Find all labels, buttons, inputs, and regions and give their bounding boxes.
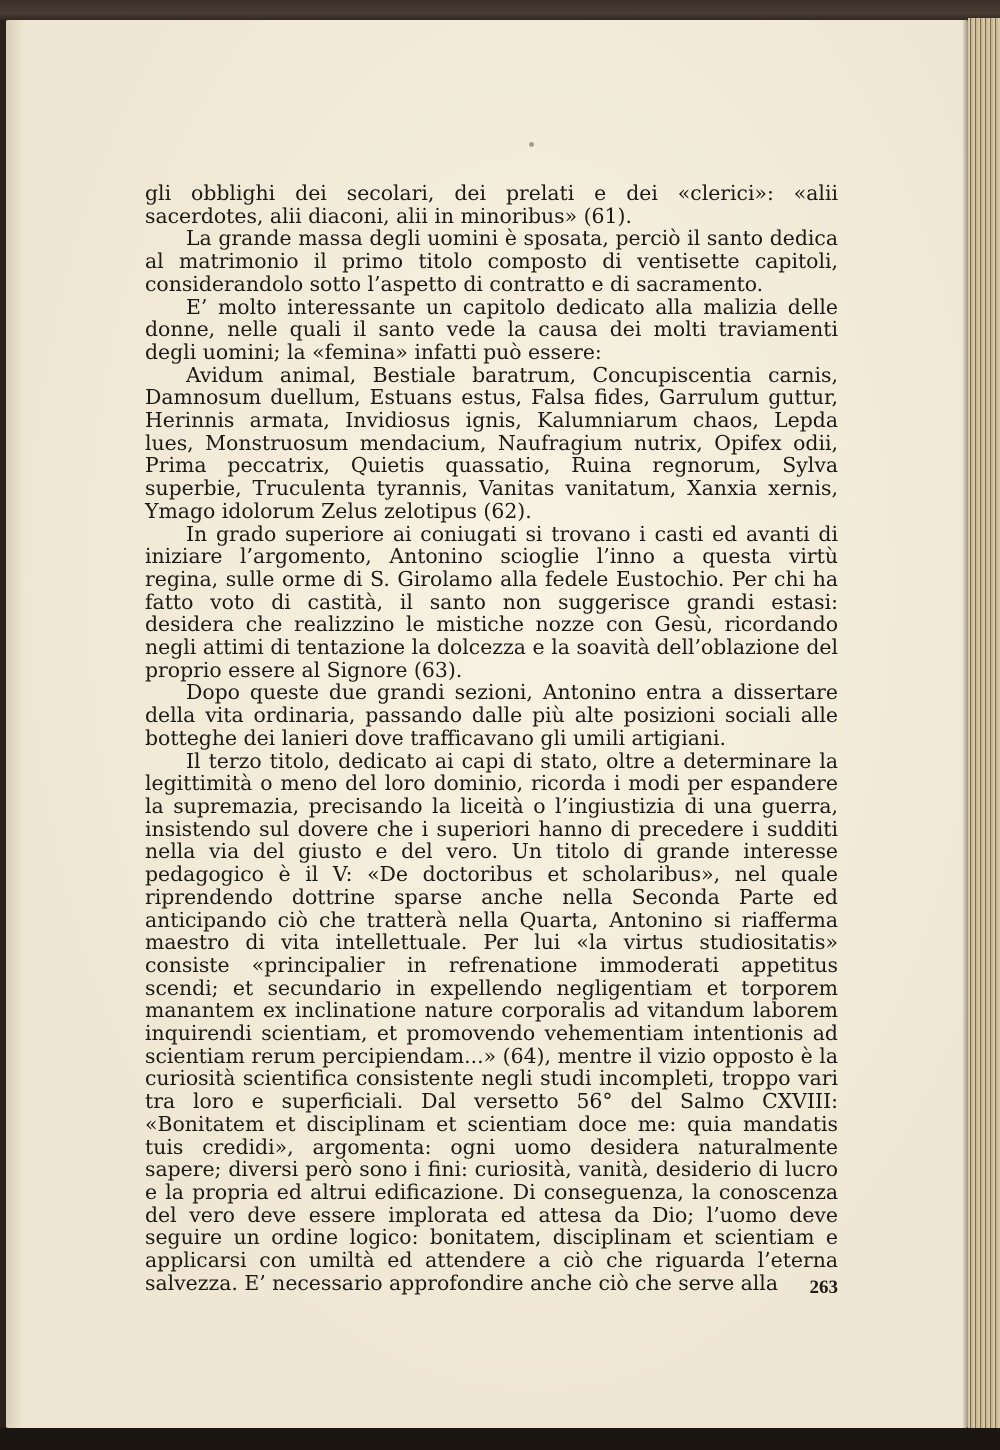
- page-number: 263: [809, 1277, 838, 1298]
- paragraph-continuation: gli obblighi dei secolari, dei prelati e dei «clerici»: «alii sacerdotes, alii diaconi, alii in minoribus» (61).: [145, 181, 838, 228]
- paragraph-women: E’ molto interessante un capitolo dedicato alla malizia delle donne, nelle quali il santo vede la causa dei molti traviamenti degli uomini; la «femina» infatti può essere:: [145, 294, 838, 364]
- body-text: [145, 182, 838, 1294]
- page-stack-edge: [968, 18, 1000, 1432]
- paragraph-femina-list: Avidum animal, Bestiale baratrum, Concupiscentia carnis, Damnosum duellum, Estuans estus, Falsa fides, Garrulum guttur, Herinnis armata, Invidiosus ignis, Kalumniarum chaos, Lepda lues, Monstruosum mendacium, Naufragium nutrix, Opifex odii, Prima peccatrix, Quietis quassatio, Ruina regnorum, Sylva superbie, Truculenta tyrannis, Vanitas vanitatum, Xanxia xernis, Ymago idolorum Zelus zelotipus (62).: [145, 362, 838, 523]
- paragraph-ordinary-life: Dopo queste due grandi sezioni, Antonino entra a dissertare della vita ordinaria, passando dalle più alte posizioni sociali alle botteghe dei lanieri dove trafficavano gli umili artigiani.: [145, 680, 838, 750]
- paragraph-third-title: Il terzo titolo, dedicato ai capi di stato, oltre a determinare la legittimità o meno del loro dominio, ricorda i modi per espandere la supremazia, precisando la liceità o l’ingiustizia di una guerra, insistendo sul dovere che i superiori hanno di precedere i sudditi nella via del giusto e del vero. Un titolo di grande interesse pedagogico è il V: «De doctoribus et scholaribus», nel quale riprendendo dottrine sparse anche nella Seconda Parte ed anticipando ciò che tratterà nella Quarta, Antonino si riafferma maestro di vita intellettuale. Per lui «la virtus studiositatis» consiste «principalier in refrenatione immoderati appetitus scendi; et secundario in expellendo negligentiam et torporem manantem ex inclinatione nature corporalis ad vitandum laborem inquirendi scientiam, et promovendo vehementiam intentionis ad scientiam rerum percipiendam...» (64), mentre il vizio opposto è la curiosità scientifica consistente negli studi incompleti, troppo vari tra loro e superficiali. Dal versetto 56° del Salmo CXVIII: «Bonitatem et disciplinam et scientiam doce me: quia mandatis tuis credidi», argomenta: ogni uomo desidera naturalmente sapere; diversi però sono i fini: curiosità, vanità, desiderio di lucro e la propria ed altrui edificazione. Di conseguenza, la conoscenza del vero deve essere implorata ed attesa da Dio; l’uomo deve seguire un ordine logico: bonitatem, disciplinam et scientiam e applicarsi con umiltà ed attendere a ciò che riguarda l’eterna salvezza. E’ necessario approfondire anche ciò che serve alla: [145, 748, 838, 1295]
- scan-bottom-border: [0, 1428, 1000, 1450]
- paper-fleck: [529, 142, 534, 147]
- book-spine-edge: [0, 0, 1000, 22]
- paragraph-matrimony: La grande massa degli uomini è sposata, perciò il santo dedica al matrimonio il primo titolo composto di ventisette capitoli, considerandolo sotto l’aspetto di contratto e di sacramento.: [145, 226, 838, 296]
- paragraph-chastity: In grado superiore ai coniugati si trovano i casti ed avanti di iniziare l’argomento, Antonino scioglie l’inno a questa virtù regina, sulle orme di S. Girolamo alla fedele Eustochio. Per chi ha fatto voto di castità, il santo non suggerisce grandi estasi: desidera che realizzino le mistiche nozze con Gesù, ricordando negli attimi di tentazione la dolcezza e la soavità dell’oblazione del proprio essere al Signore (63).: [145, 521, 838, 682]
